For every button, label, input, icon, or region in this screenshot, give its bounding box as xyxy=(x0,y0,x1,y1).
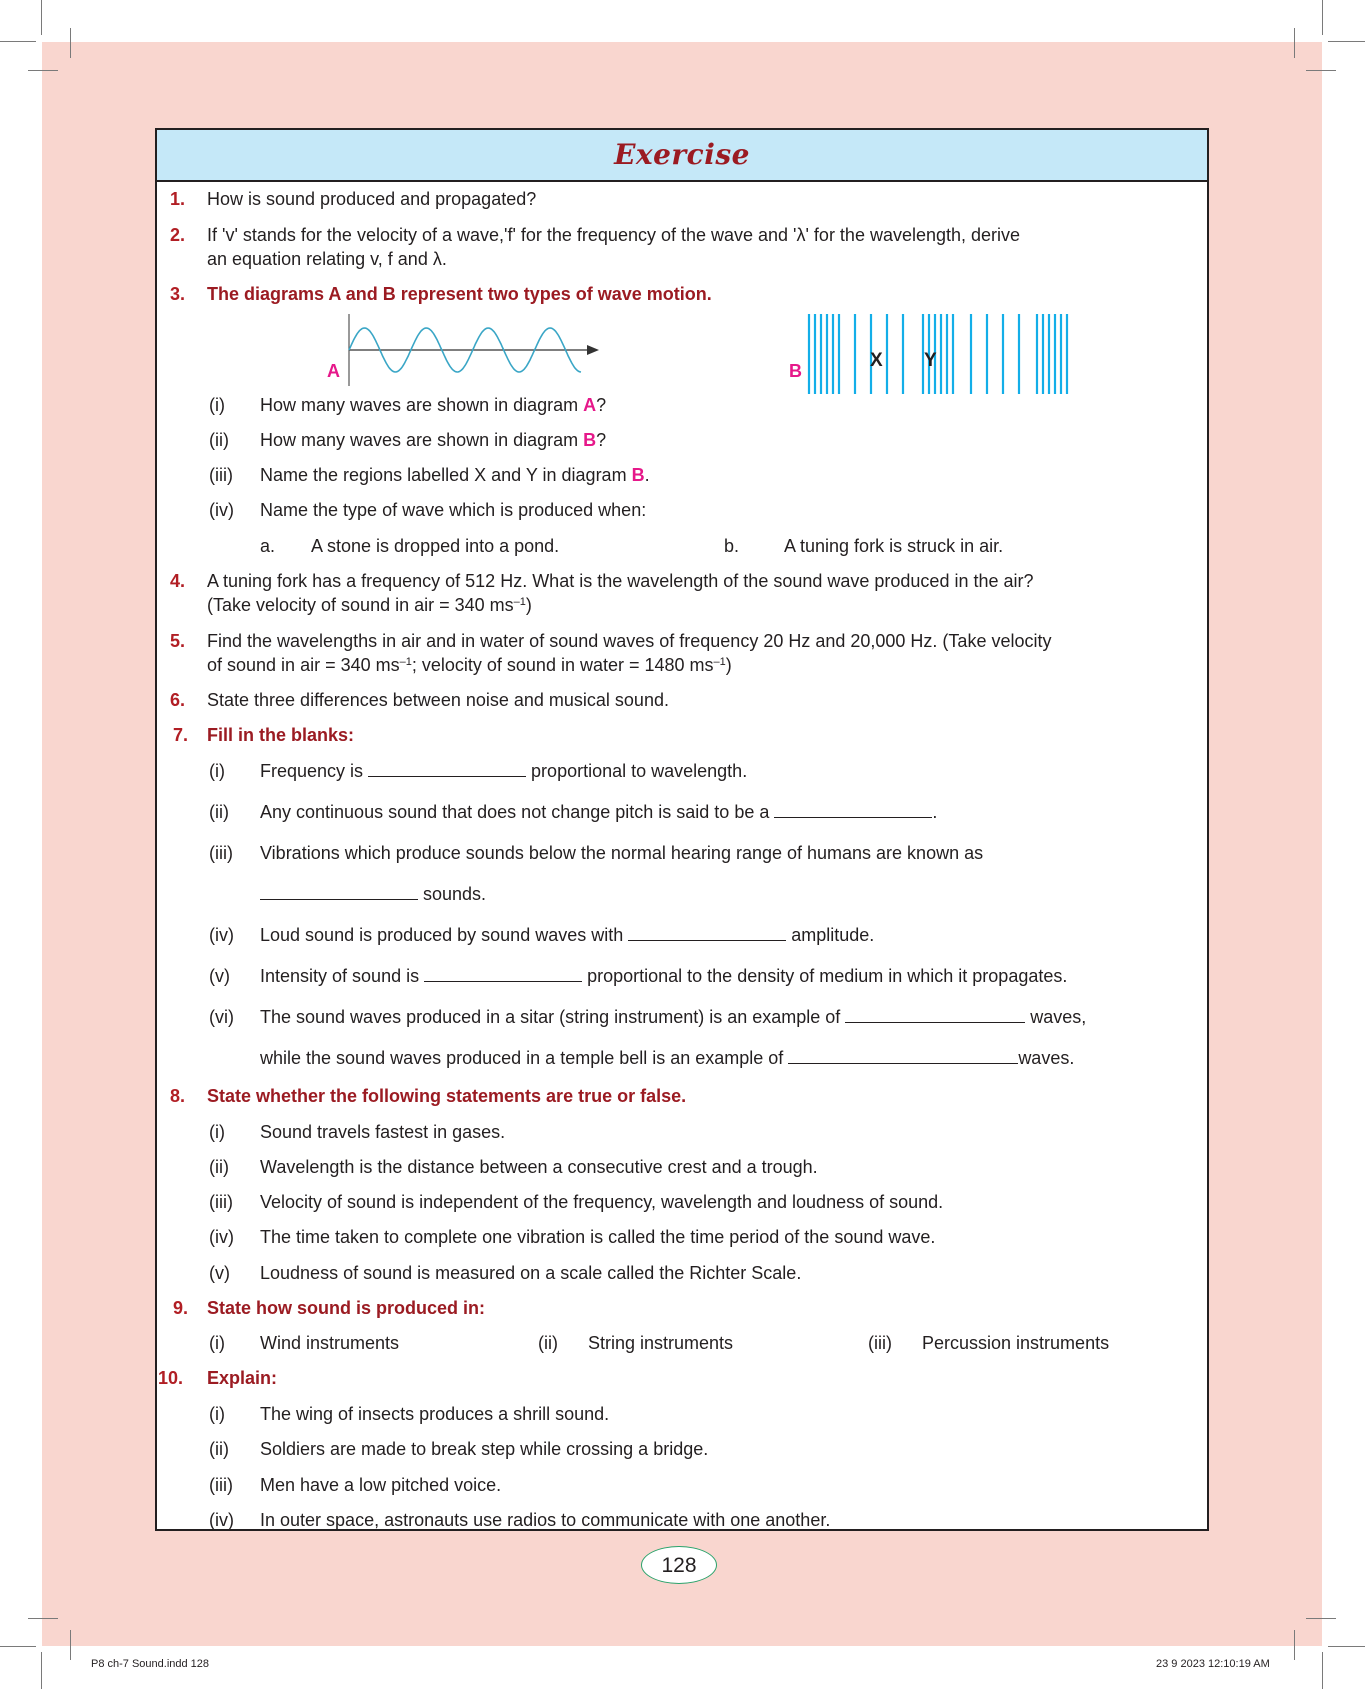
text: (Take velocity of sound in air = 340 ms xyxy=(207,595,514,615)
question-heading: Explain: xyxy=(207,1368,278,1388)
question-heading: State how sound is produced in: xyxy=(207,1298,486,1318)
crop-mark xyxy=(1322,1652,1323,1689)
diagram-ref: B xyxy=(583,430,597,450)
crop-mark xyxy=(1328,1646,1365,1647)
question-text-line-2: an equation relating v, f and λ. xyxy=(207,249,447,269)
crop-mark xyxy=(70,28,71,58)
part-number: (iii) xyxy=(209,1475,233,1495)
blank-field[interactable] xyxy=(774,803,932,818)
sub-b-label: b. xyxy=(724,536,740,556)
sub-b-text: A tuning fork is struck in air. xyxy=(784,536,1004,556)
crop-mark xyxy=(70,1630,71,1660)
part-text: String instruments xyxy=(588,1333,734,1353)
part-text-end: proportional to wavelength. xyxy=(526,761,748,781)
text: ; velocity of sound in water = 1480 ms xyxy=(411,655,714,675)
crop-mark xyxy=(0,1646,36,1647)
superscript: –1 xyxy=(713,656,726,668)
crop-mark xyxy=(1328,41,1365,42)
question-text: State three differences between noise and musical sound. xyxy=(207,690,669,710)
question-number: 2. xyxy=(170,225,186,245)
part-text: Men have a low pitched voice. xyxy=(260,1475,502,1495)
crop-mark xyxy=(41,1652,42,1689)
part-text-end: . xyxy=(932,802,938,822)
part-text: Wind instruments xyxy=(260,1333,400,1353)
part-number: (ii) xyxy=(209,430,229,450)
crop-mark xyxy=(0,41,36,42)
superscript: –1 xyxy=(399,656,412,668)
question-text: How is sound produced and propagated? xyxy=(207,189,537,209)
diagram-ref: B xyxy=(631,465,645,485)
question-text-line-2 xyxy=(207,654,732,676)
part-number: (ii) xyxy=(209,1157,229,1177)
part-number: (iv) xyxy=(209,925,234,945)
question-number: 4. xyxy=(170,571,186,591)
part-number: (i) xyxy=(209,1404,225,1424)
text: of sound in air = 340 ms xyxy=(207,655,400,675)
question-text-line-1: A tuning fork has a frequency of 512 Hz. What is the wavelength of the sound wave produced in the air? xyxy=(207,571,1034,591)
blank-field[interactable] xyxy=(368,762,526,777)
question-number: 6. xyxy=(170,690,186,710)
question-heading: State whether the following statements are true or false. xyxy=(207,1086,687,1106)
part-text-end: proportional to the density of medium in which it propagates. xyxy=(582,966,1068,986)
part-number: (iii) xyxy=(209,1192,233,1212)
part-number: (i) xyxy=(209,395,225,415)
part-text: Sound travels fastest in gases. xyxy=(260,1122,506,1142)
part-number: (iv) xyxy=(209,1227,234,1247)
exercise-box xyxy=(155,128,1209,1531)
crop-mark xyxy=(1322,0,1323,35)
crop-mark xyxy=(1294,28,1295,58)
part-number: (i) xyxy=(209,1122,225,1142)
question-text-line-2 xyxy=(207,594,532,616)
part-text: Soldiers are made to break step while crossing a bridge. xyxy=(260,1439,709,1459)
question-number: 8. xyxy=(170,1086,186,1106)
sub-a-label: a. xyxy=(260,536,276,556)
q7-part-vi-continued xyxy=(260,1047,1074,1069)
date-slug: 23 9 2023 12:10:19 AM xyxy=(1156,1658,1270,1670)
question-heading: Fill in the blanks: xyxy=(207,725,355,745)
exercise-header xyxy=(157,130,1207,182)
question-number: 5. xyxy=(170,631,186,651)
part-text: Loud sound is produced by sound waves with xyxy=(260,925,629,945)
part-text: Percussion instruments xyxy=(922,1333,1110,1353)
crop-mark xyxy=(1294,1630,1295,1660)
part-text: Wavelength is the distance between a consecutive crest and a trough. xyxy=(260,1157,818,1177)
page-number: 128 xyxy=(641,1546,717,1584)
crop-mark xyxy=(1306,70,1336,71)
part-text: Any continuous sound that does not change pitch is said to be a xyxy=(260,802,775,822)
part-number: (v) xyxy=(209,1263,230,1283)
crop-mark xyxy=(28,70,58,71)
blank-field[interactable] xyxy=(424,967,582,982)
part-text-end: sounds. xyxy=(418,884,487,904)
part-text: Name the type of wave which is produced when: xyxy=(260,500,647,520)
crop-mark xyxy=(28,1618,58,1619)
blank-field[interactable] xyxy=(260,885,418,900)
part-number: (iv) xyxy=(209,1510,234,1530)
part-text: Vibrations which produce sounds below the normal hearing range of humans are known as xyxy=(260,843,984,863)
part-text: Velocity of sound is independent of the frequency, wavelength and loudness of sound. xyxy=(260,1192,944,1212)
part-text-end: waves, xyxy=(1025,1007,1087,1027)
exercise-title: Exercise xyxy=(614,138,750,171)
part-number: (ii) xyxy=(538,1333,558,1353)
part-text-end: ? xyxy=(596,430,607,450)
diagram-b-longitudinal-wave xyxy=(807,314,1077,396)
superscript: –1 xyxy=(513,596,526,608)
region-x-label: X xyxy=(870,350,883,371)
crop-mark xyxy=(41,0,42,35)
blank-field[interactable] xyxy=(788,1049,1018,1064)
part-number: (iii) xyxy=(209,843,233,863)
part-number: (iii) xyxy=(868,1333,892,1353)
part-number: (ii) xyxy=(209,1439,229,1459)
part-text: Intensity of sound is xyxy=(260,966,425,986)
part-text: How many waves are shown in diagram xyxy=(260,430,584,450)
blank-field[interactable] xyxy=(628,926,786,941)
part-text-end: ? xyxy=(596,395,607,415)
part-text-end: amplitude. xyxy=(786,925,875,945)
sub-a-text: A stone is dropped into a pond. xyxy=(311,536,560,556)
part-number: (iii) xyxy=(209,465,233,485)
part-text: Frequency is xyxy=(260,761,369,781)
question-number: 10. xyxy=(158,1368,184,1388)
part-number: (i) xyxy=(209,761,225,781)
diagram-a-transverse-wave xyxy=(347,314,607,386)
diagram-a-label: A xyxy=(327,361,340,381)
text: ) xyxy=(725,655,732,675)
part-text: while the sound waves produced in a temple bell is an example of xyxy=(260,1048,789,1068)
diagram-b-label: B xyxy=(789,361,802,381)
part-number: (iv) xyxy=(209,500,234,520)
part-number: (v) xyxy=(209,966,230,986)
part-text: How many waves are shown in diagram xyxy=(260,395,584,415)
part-text: The wing of insects produces a shrill sound. xyxy=(260,1404,610,1424)
crop-mark xyxy=(1306,1618,1336,1619)
question-text-line-1: Find the wavelengths in air and in water of sound waves of frequency 20 Hz and 20,000 Hz. (Take velocity xyxy=(207,631,1052,651)
part-text-end: . xyxy=(644,465,650,485)
question-number: 3. xyxy=(170,284,186,304)
part-text-end: waves. xyxy=(1018,1048,1075,1068)
question-text-line-1: If 'v' stands for the velocity of a wave,'f' for the frequency of the wave and 'λ' for the wavelength, derive xyxy=(207,225,1021,245)
part-text: In outer space, astronauts use radios to communicate with one another. xyxy=(260,1510,831,1530)
text: ) xyxy=(525,595,532,615)
question-number: 7. xyxy=(173,725,189,745)
part-text: Name the regions labelled X and Y in diagram xyxy=(260,465,632,485)
part-text: Loudness of sound is measured on a scale called the Richter Scale. xyxy=(260,1263,802,1283)
part-text: The sound waves produced in a sitar (string instrument) is an example of xyxy=(260,1007,846,1027)
region-y-label: Y xyxy=(924,350,937,371)
part-number: (ii) xyxy=(209,802,229,822)
question-number: 1. xyxy=(170,189,186,209)
q7-part-iii-continued xyxy=(260,883,486,905)
file-slug: P8 ch-7 Sound.indd 128 xyxy=(91,1658,210,1670)
part-number: (vi) xyxy=(209,1007,234,1027)
arrow-head-icon xyxy=(587,345,599,355)
question-number: 9. xyxy=(173,1298,189,1318)
part-text: The time taken to complete one vibration is called the time period of the sound wave. xyxy=(260,1227,936,1247)
diagram-ref: A xyxy=(583,395,597,415)
part-number: (i) xyxy=(209,1333,225,1353)
question-heading: The diagrams A and B represent two types of wave motion. xyxy=(207,284,712,304)
blank-field[interactable] xyxy=(845,1008,1025,1023)
